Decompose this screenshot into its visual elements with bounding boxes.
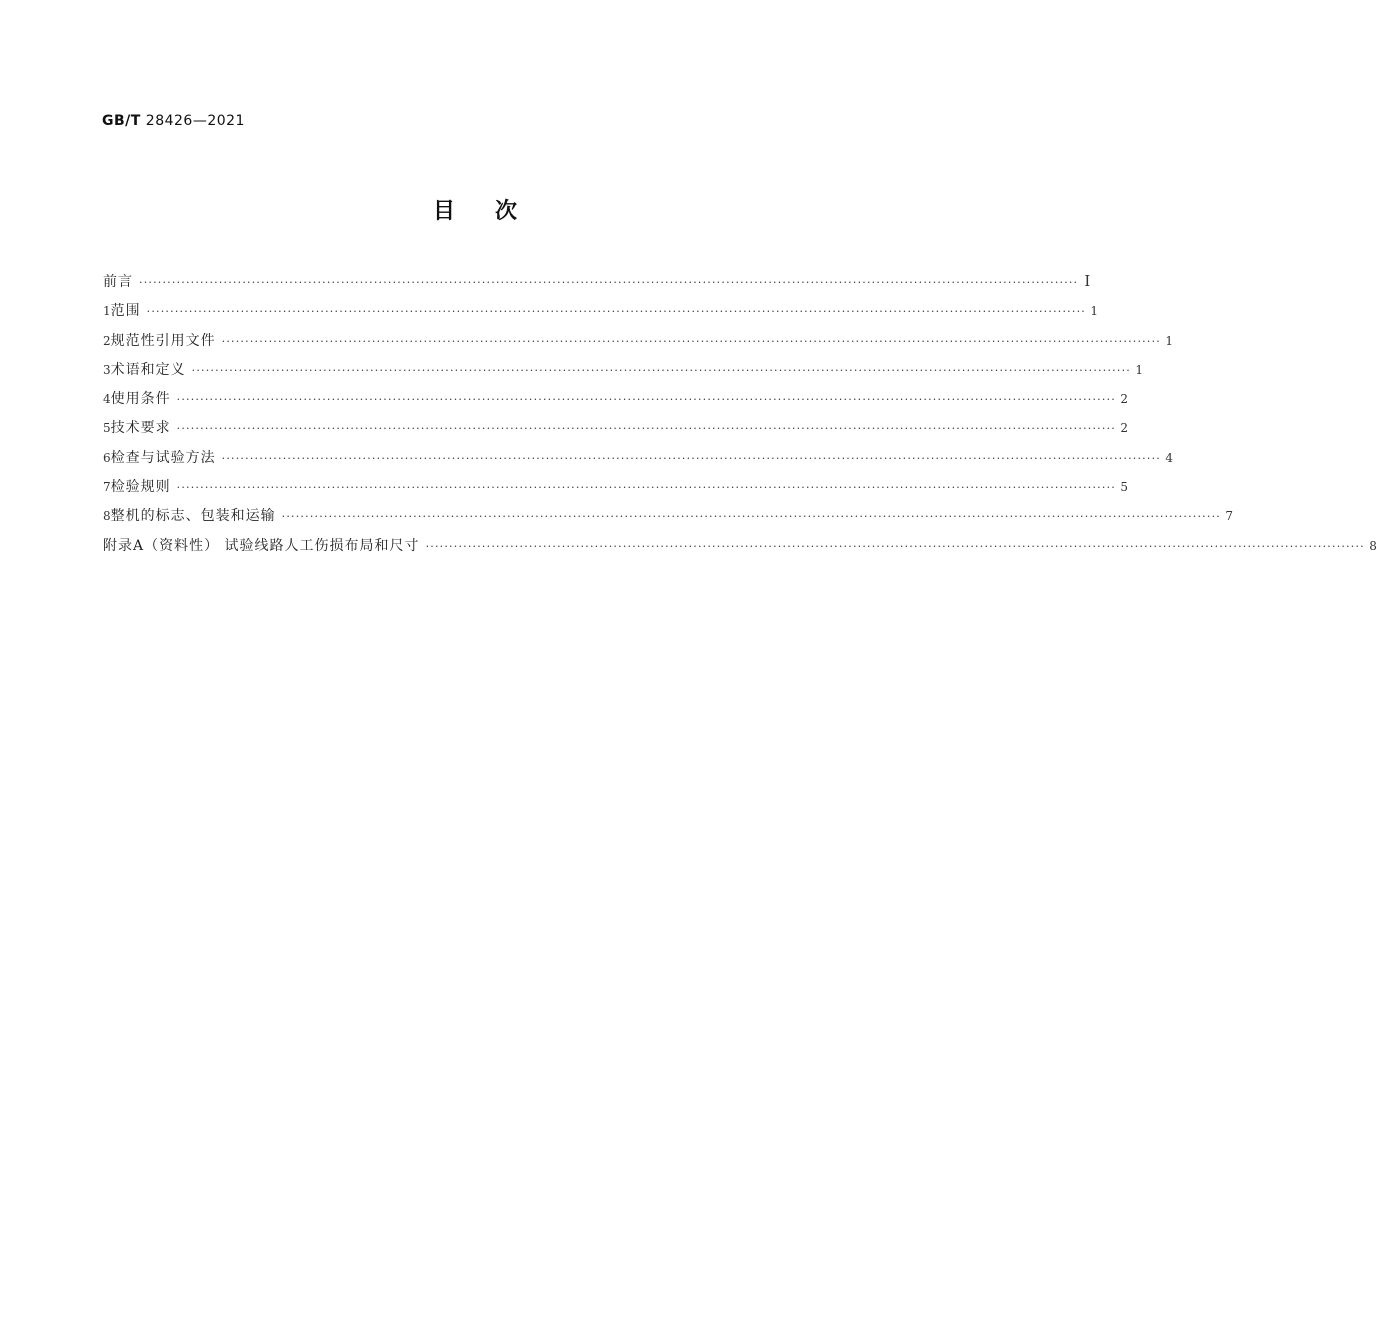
toc-entry-label: 整机的标志、包装和运输 xyxy=(110,508,276,525)
toc-entry-label: 前言 xyxy=(103,274,133,290)
toc-leader-dots: ········································································································································································································ xyxy=(425,539,1365,553)
toc-leader-dots: ········································································································································································································ xyxy=(221,451,1161,465)
toc-entry-2[interactable] xyxy=(103,330,1173,359)
toc-leader-dots: ········································································································································································································ xyxy=(281,510,1221,524)
toc-entry-number: 8 xyxy=(103,509,111,524)
toc-entry-label: 术语和定义 xyxy=(110,361,186,378)
table-of-contents xyxy=(103,271,1377,564)
toc-entry-label: 检查与试验方法 xyxy=(110,449,216,466)
toc-entry-7[interactable] xyxy=(103,476,1128,505)
toc-entry-number: 4 xyxy=(103,392,111,407)
toc-entry-label: 使用条件 xyxy=(110,391,171,408)
toc-entry-label: 附录A（资料性） 试验线路人工伤损布局和尺寸 xyxy=(103,537,420,554)
toc-entry-label: 检验规则 xyxy=(110,479,171,496)
toc-entry-label: 范围 xyxy=(110,303,141,320)
standard-prefix: GB/T xyxy=(102,113,141,129)
toc-entry-8[interactable] xyxy=(103,505,1233,534)
standard-code xyxy=(102,113,245,129)
standard-number: 28426—2021 xyxy=(145,113,245,129)
toc-leader-dots: ········································································································································································································ xyxy=(221,334,1161,348)
toc-leader-dots: ········································································································································································································ xyxy=(176,481,1116,495)
toc-entry-page: 1 xyxy=(1090,304,1098,319)
toc-entry-appendix-a[interactable] xyxy=(103,535,1377,564)
toc-entry-6[interactable] xyxy=(103,447,1173,476)
toc-entry-page: 1 xyxy=(1135,362,1143,377)
toc-entry-foreword[interactable] xyxy=(103,271,1091,300)
toc-entry-number: 5 xyxy=(103,421,111,436)
toc-leader-dots: ········································································································································································································ xyxy=(146,305,1086,319)
toc-entry-number: 6 xyxy=(103,450,111,465)
toc-entry-label: 规范性引用文件 xyxy=(110,332,216,349)
toc-leader-dots: ········································································································································································································ xyxy=(176,422,1116,436)
toc-entry-page: 4 xyxy=(1165,450,1173,465)
toc-entry-4[interactable] xyxy=(103,388,1128,417)
toc-entry-page: 2 xyxy=(1120,421,1128,436)
toc-entry-number: 1 xyxy=(103,304,111,319)
toc-leader-dots: ········································································································································································································ xyxy=(191,363,1131,377)
toc-entry-page: 1 xyxy=(1165,333,1173,348)
toc-entry-number: 2 xyxy=(103,333,111,348)
toc-leader-dots: ········································································································································································································ xyxy=(176,393,1116,407)
toc-entry-page: 8 xyxy=(1369,538,1377,553)
toc-entry-page: 7 xyxy=(1225,509,1233,524)
toc-entry-page: 5 xyxy=(1120,480,1128,495)
toc-leader-dots: ········································································································································································································ xyxy=(139,276,1079,289)
toc-entry-1[interactable] xyxy=(103,300,1098,329)
toc-entry-page: I xyxy=(1084,272,1091,290)
toc-entry-3[interactable] xyxy=(103,359,1143,388)
toc-entry-number: 3 xyxy=(103,362,111,377)
toc-title: 目次 xyxy=(432,199,557,224)
toc-entry-5[interactable] xyxy=(103,417,1128,446)
toc-entry-page: 2 xyxy=(1120,392,1128,407)
toc-entry-number: 7 xyxy=(103,480,111,495)
toc-entry-label: 技术要求 xyxy=(110,420,171,437)
